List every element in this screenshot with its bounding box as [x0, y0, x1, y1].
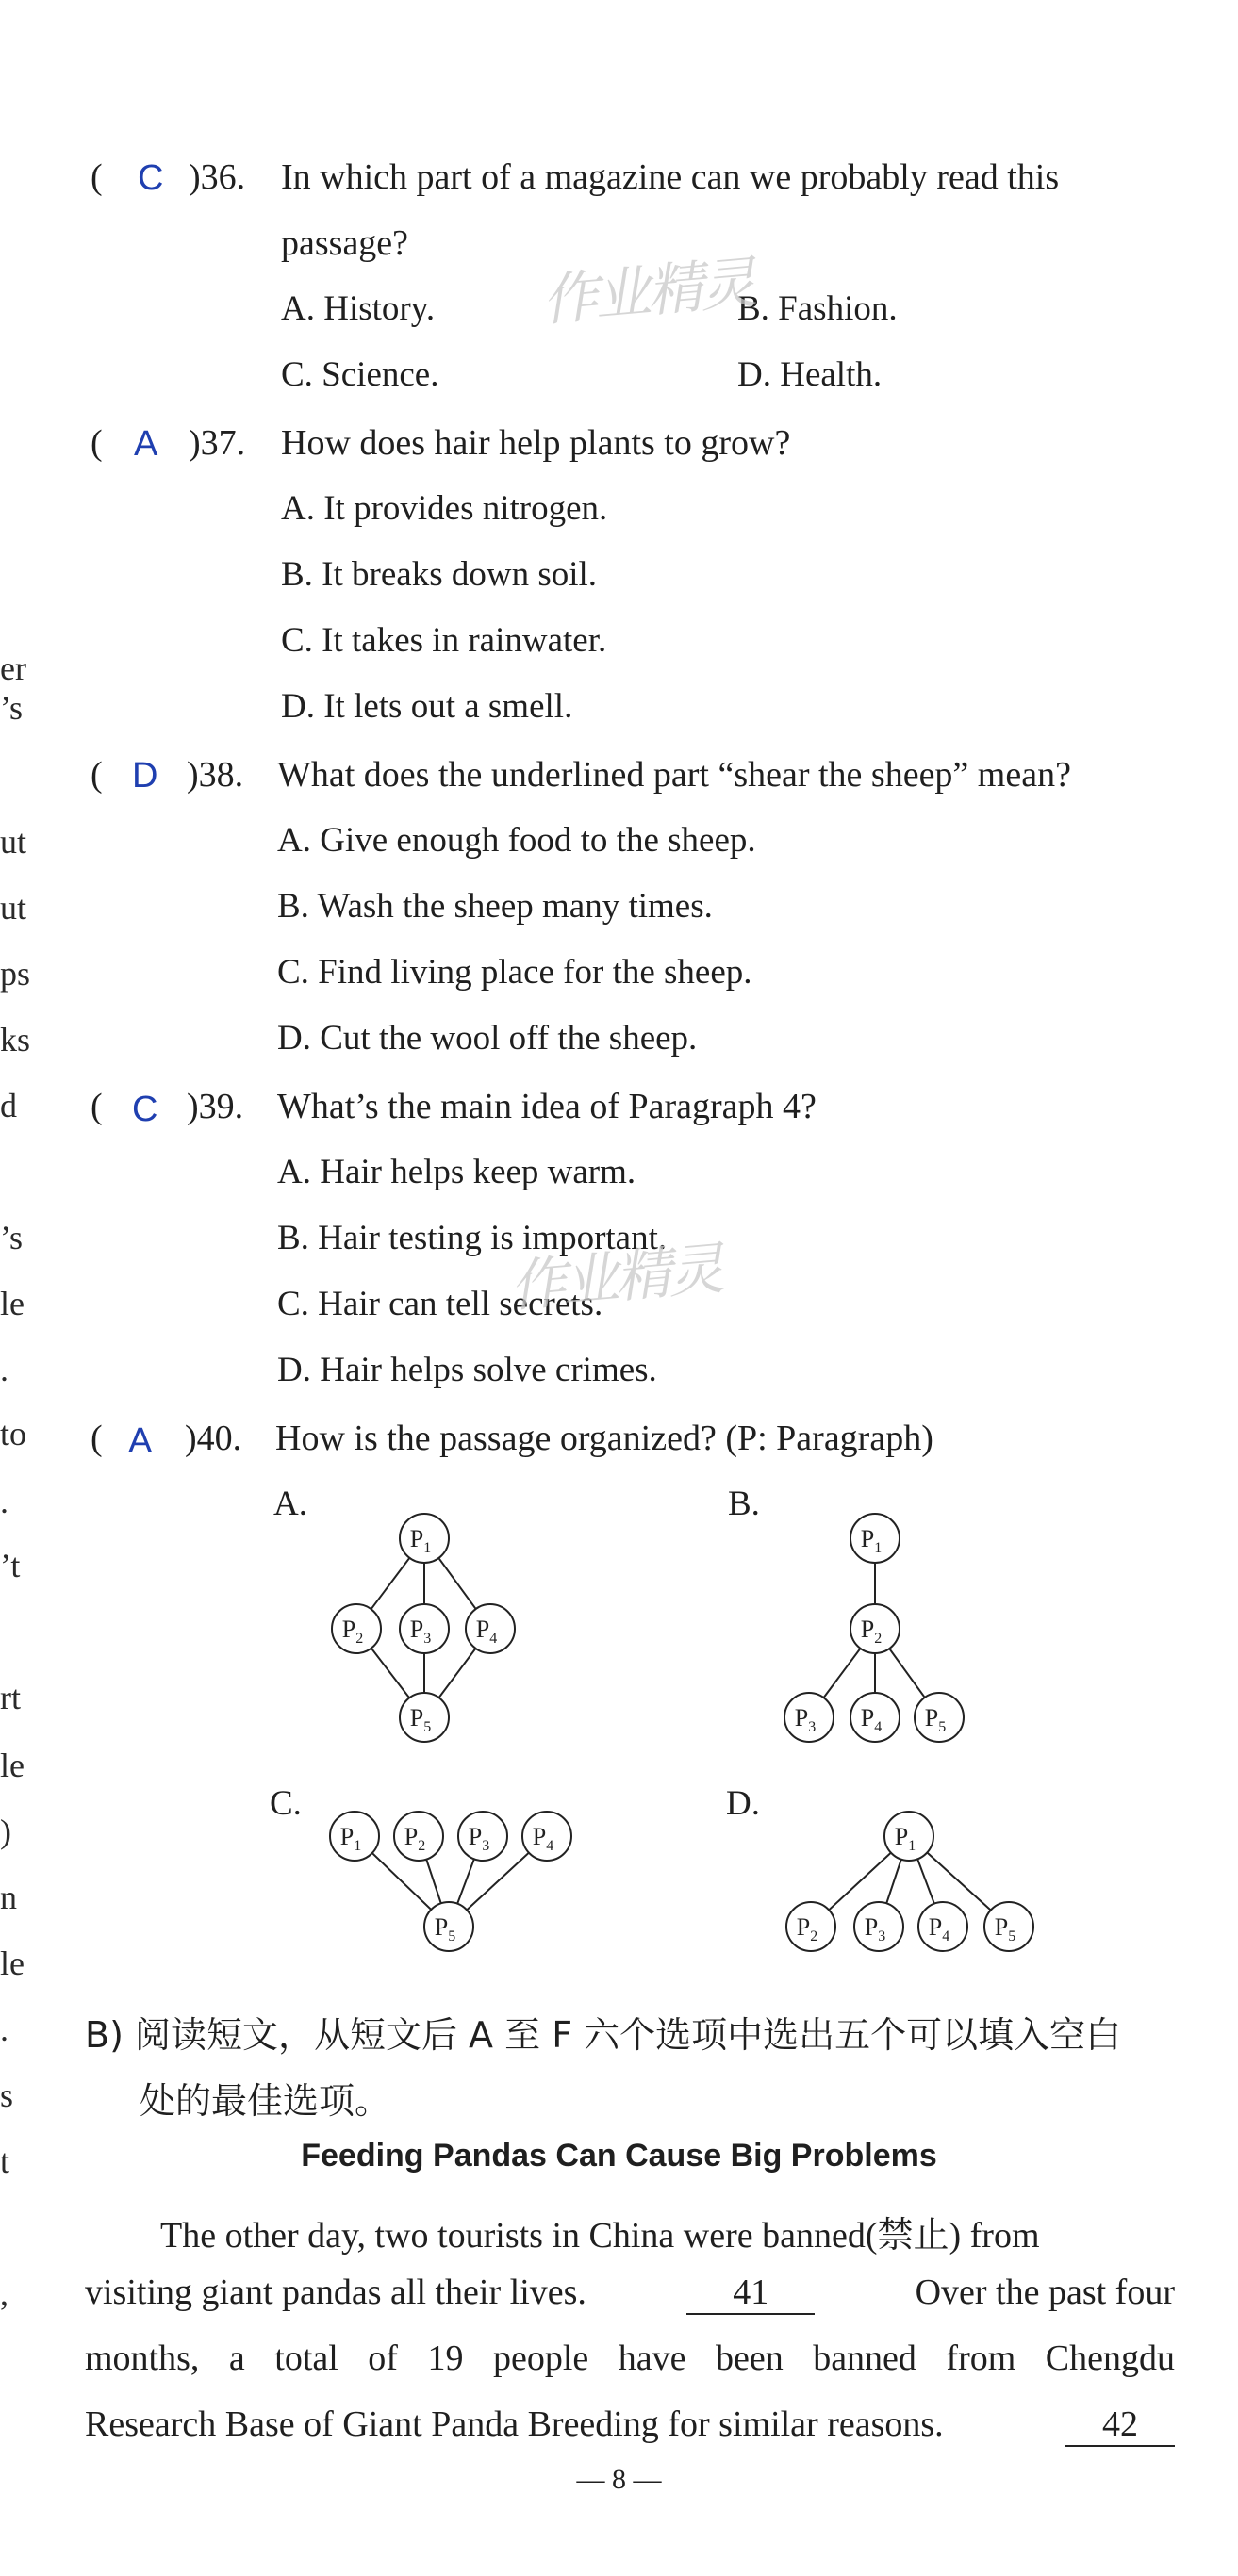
edge-fragment: n: [0, 1879, 17, 1916]
diagram-node-label: $P_5$: [994, 1913, 1016, 1944]
diagram-node-label: $P_3$: [864, 1913, 886, 1944]
edge-fragment: s: [0, 2076, 14, 2114]
diagram-node-label: $P_4$: [928, 1913, 950, 1944]
answer-mark: C: [138, 158, 164, 198]
option-c: C. Science.: [281, 355, 439, 394]
diagram-node-label: $P_3$: [468, 1823, 490, 1854]
diagram-node-label: $P_2$: [404, 1823, 426, 1854]
question-stem: What does the underlined part “shear the sheep” mean?: [277, 755, 1071, 795]
page-number: — 8 —: [576, 2464, 662, 2495]
option-d: D. Hair helps solve crimes.: [277, 1351, 657, 1389]
edge-fragment: ’t: [0, 1547, 21, 1584]
option-d: D. Health.: [737, 355, 883, 394]
option-b: B. Wash the sheep many times.: [277, 887, 713, 926]
diagram-node-label: $P_5$: [409, 1704, 432, 1735]
diagram-node-label: $P_2$: [796, 1913, 818, 1944]
edge-fragment: ’s: [0, 1219, 24, 1256]
diagram-c: [330, 1812, 571, 1951]
edge-fragment: ps: [0, 955, 31, 993]
diagram-node-label: $P_4$: [475, 1616, 498, 1647]
open-paren: (: [91, 423, 103, 463]
diagram-b: [784, 1514, 964, 1742]
question-number: )40.: [185, 1419, 242, 1458]
open-paren: (: [91, 157, 103, 197]
question-stem: What’s the main idea of Paragraph 4?: [277, 1087, 817, 1126]
edge-fragment: ks: [0, 1021, 31, 1058]
question-number: )37.: [189, 423, 246, 463]
blank-42[interactable]: 42: [1065, 2404, 1175, 2447]
option-a: A. History.: [281, 289, 436, 328]
diagram-node-label: $P_1$: [894, 1823, 916, 1854]
edge-fragment: .: [0, 1351, 8, 1388]
passage-text: Over the past four: [915, 2272, 1175, 2312]
diagram-node-label: $P_3$: [409, 1616, 432, 1647]
watermark: 作业精灵: [506, 1236, 724, 1321]
diagram-node-label: $P_2$: [341, 1616, 364, 1647]
option-c: C. It takes in rainwater.: [281, 621, 607, 660]
edge-fragment: rt: [0, 1679, 21, 1716]
section-b-line-1: B) 阅读短文，从短文后 A 至 F 六个选项中选出五个可以填入空白: [85, 2014, 1122, 2056]
answer-mark: C: [132, 1090, 158, 1129]
answer-mark: A: [128, 1421, 153, 1461]
watermark: 作业精灵: [538, 250, 756, 335]
diagram-node-label: $P_1$: [860, 1525, 883, 1556]
diagram-node-label: $P_1$: [339, 1823, 362, 1854]
edge-fragment: er: [0, 649, 26, 687]
edge-fragment: le: [0, 1285, 25, 1322]
passage-text: Research Base of Giant Panda Breeding for similar reasons.: [85, 2404, 944, 2444]
question-number: )38.: [187, 755, 244, 795]
passage-title: Feeding Pandas Can Cause Big Problems: [301, 2138, 937, 2174]
open-paren: (: [91, 1087, 103, 1126]
option-a: A. It provides nitrogen.: [281, 489, 608, 528]
passage-text: visiting giant pandas all their lives.: [85, 2272, 586, 2312]
option-d: D. It lets out a smell.: [281, 687, 573, 726]
diagram-label-b: B.: [728, 1485, 760, 1523]
edge-fragment: .: [0, 2010, 8, 2048]
diagram-node-label: $P_5$: [924, 1704, 947, 1735]
passage-line: months, a total of 19 people have been banned from Chengdu: [85, 2338, 1175, 2378]
diagram-node-label: $P_4$: [532, 1823, 554, 1854]
answer-mark: D: [132, 756, 158, 796]
question-number: )36.: [189, 157, 246, 197]
passage-line: The other day, two tourists in China were banned(禁止) from: [160, 2216, 1040, 2256]
option-c: C. Find living place for the sheep.: [277, 953, 752, 992]
diagram-a: [332, 1514, 515, 1742]
blank-41[interactable]: 41: [686, 2272, 815, 2315]
answer-mark: A: [134, 424, 158, 464]
passage-line: [85, 2404, 1175, 2447]
open-paren: (: [91, 755, 103, 795]
diagram-node-label: $P_3$: [794, 1704, 817, 1735]
option-a: A. Give enough food to the sheep.: [277, 821, 756, 860]
question-stem: How does hair help plants to grow?: [281, 423, 791, 463]
option-b: B. Fashion.: [737, 289, 898, 328]
option-d: D. Cut the wool off the sheep.: [277, 1019, 698, 1058]
open-paren: (: [91, 1419, 103, 1458]
edge-fragment: ’s: [0, 689, 24, 727]
edge-fragment: .: [0, 1483, 8, 1520]
edge-fragment: le: [0, 1944, 25, 1982]
diagram-d: [786, 1812, 1033, 1951]
diagram-node-label: $P_2$: [860, 1616, 883, 1647]
diagram-node-label: $P_5$: [434, 1913, 456, 1944]
edge-fragment: to: [0, 1415, 27, 1452]
edge-fragment: ut: [0, 889, 27, 927]
option-b: B. Hair testing is important.: [277, 1219, 668, 1257]
question-number: )39.: [187, 1087, 244, 1126]
question-stem: In which part of a magazine can we probably read this: [281, 157, 1060, 197]
option-a: A. Hair helps keep warm.: [277, 1153, 636, 1191]
option-b: B. It breaks down soil.: [281, 555, 598, 594]
diagram-label-d: D.: [726, 1784, 760, 1823]
diagram-node-label: $P_1$: [409, 1525, 432, 1556]
diagram-node-label: $P_4$: [860, 1704, 883, 1735]
section-b-line-2: 处的最佳选项。: [140, 2080, 391, 2122]
edge-fragment: ): [0, 1813, 11, 1850]
diagram-label-a: A.: [273, 1485, 307, 1523]
edge-fragment: le: [0, 1747, 25, 1784]
option-c: C. Hair can tell secrets.: [277, 1285, 603, 1323]
question-stem-continued: passage?: [281, 223, 409, 263]
diagram-label-c: C.: [270, 1784, 302, 1823]
question-stem: How is the passage organized? (P: Paragraph): [275, 1419, 933, 1458]
edge-fragment: t: [0, 2142, 10, 2180]
passage-line: [85, 2272, 1175, 2315]
edge-fragment: ,: [0, 2274, 8, 2312]
edge-fragment: ut: [0, 823, 27, 861]
edge-fragment: d: [0, 1087, 17, 1124]
